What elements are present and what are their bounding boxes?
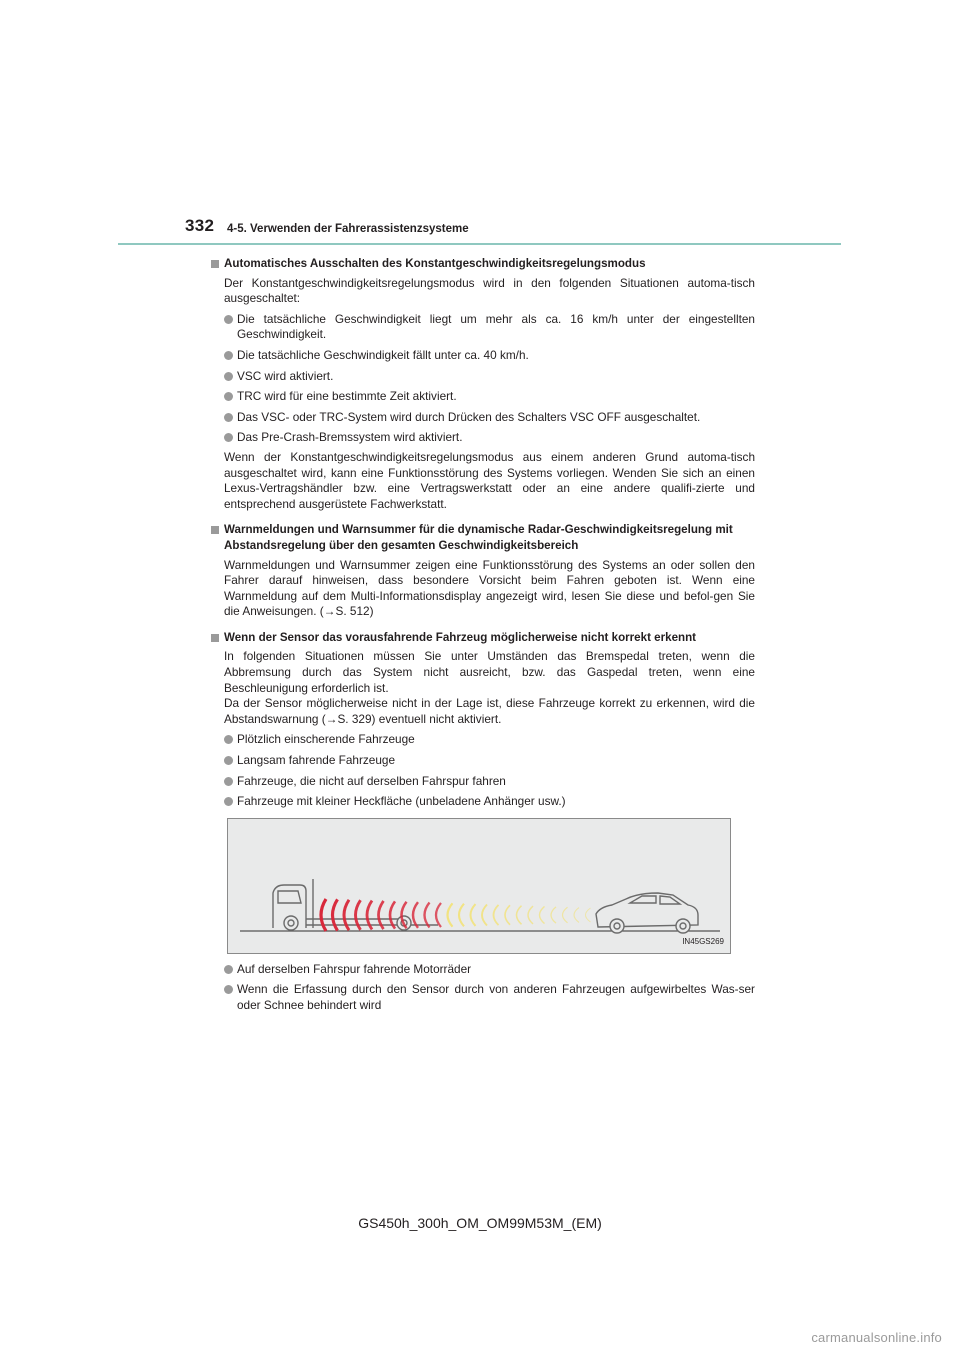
round-bullet-icon — [224, 797, 233, 806]
radar-wave-arc — [321, 899, 326, 931]
document-footer: GS450h_300h_OM_OM99M53M_(EM) — [358, 1215, 602, 1231]
round-bullet-icon — [224, 433, 233, 442]
radar-wave-arc — [574, 907, 579, 922]
list-item — [210, 410, 755, 426]
radar-wave-arc — [517, 905, 522, 924]
heading-text: Wenn der Sensor das vorausfahrende Fahrzeug möglicherweise nicht korrekt erkennt — [224, 630, 697, 644]
list-item-text: Auf derselben Fahrspur fahrende Motorräder — [237, 961, 472, 976]
round-bullet-icon — [224, 372, 233, 381]
page-content — [210, 256, 755, 1018]
list-item — [210, 389, 755, 405]
paragraph: Der Konstantgeschwindigkeitsregelungsmodus wird in den folgenden Situationen automa-tisch ausgeschaltet: — [224, 275, 755, 306]
radar-wave-arc — [528, 906, 533, 924]
radar-wave-arc — [586, 908, 591, 922]
round-bullet-icon — [224, 985, 233, 994]
list-item — [210, 982, 755, 1013]
list-item-text: Fahrzeuge mit kleiner Heckfläche (unbeladene Anhänger usw.) — [237, 794, 566, 809]
paragraph: Warnmeldungen und Warnsummer zeigen eine Funktionsstörung des Systems an oder sollen den Fahrer darauf hinweisen, dass besondere Vorsicht beim Fahren geboten ist. Wenn eine Warnmeldung auf dem Multi-Informationsdisplay angezeigt wird, lesen Sie diese und befol-gen Sie die Anweisungen. (→S. 512) — [224, 557, 755, 619]
radar-wave-arc — [494, 905, 499, 925]
radar-wave-arc — [551, 907, 556, 923]
square-bullet-icon — [211, 260, 219, 268]
list-item-text: Das Pre-Crash-Bremssystem wird aktiviert. — [237, 430, 463, 445]
list-item — [210, 348, 755, 364]
radar-wave-arc — [459, 904, 464, 927]
round-bullet-icon — [224, 756, 233, 765]
round-bullet-icon — [224, 392, 233, 401]
list-item-text: Die tatsächliche Geschwindigkeit liegt um mehr als ca. 16 km/h unter der eingestellten Geschwindigkeit. — [237, 311, 755, 342]
round-bullet-icon — [224, 315, 233, 324]
header-rule — [118, 243, 841, 245]
radar-illustration — [228, 819, 732, 955]
radar-wave-arc — [482, 904, 487, 925]
radar-wave-arc — [540, 906, 545, 923]
radar-wave-arc — [425, 902, 430, 927]
radar-wave-arc — [436, 903, 441, 927]
section-heading — [210, 630, 755, 646]
list-item-text: TRC wird für eine bestimmte Zeit aktiviert. — [237, 389, 457, 404]
list-item-text: Fahrzeuge, die nicht auf derselben Fahrspur fahren — [237, 773, 506, 788]
list-item — [210, 430, 755, 446]
round-bullet-icon — [224, 965, 233, 974]
radar-wave-arc — [333, 899, 338, 930]
list-item-text: Plötzlich einscherende Fahrzeuge — [237, 732, 415, 747]
figure-code: IN45GS269 — [682, 937, 724, 947]
heading-text: Automatisches Ausschalten des Konstantgeschwindigkeitsregelungsmodus — [224, 257, 646, 270]
paragraph: Wenn der Konstantgeschwindigkeitsregelungsmodus aus einem anderen Grund automa-tisch ausgeschaltet wird, kann eine Funktionsstörung des Systems vorliegen. Wenden Sie sich an einen Lexus-Vertragshändler bzw. eine Vertragswerkstatt oder an eine andere qualifi-zierte und entsprechend ausgerüstete Fachwerkstatt. — [224, 449, 755, 511]
radar-wave-arc — [448, 903, 453, 926]
section-heading — [210, 522, 755, 553]
list-item — [210, 962, 755, 978]
list-item — [210, 774, 755, 790]
radar-wave-arc — [413, 902, 418, 928]
page-number: 332 — [185, 216, 215, 235]
list-item-text: VSC wird aktiviert. — [237, 368, 334, 383]
square-bullet-icon — [211, 526, 219, 534]
square-bullet-icon — [211, 634, 219, 642]
illustration-radar-trailer — [227, 818, 731, 954]
round-bullet-icon — [224, 735, 233, 744]
paragraph: In folgenden Situationen müssen Sie unter Umständen das Bremspedal treten, wenn die Abbremsung durch das System nicht ausreicht, bzw. das Gaspedal treten, wenn eine Beschleunigung erforderlich ist. — [224, 649, 755, 695]
round-bullet-icon — [224, 777, 233, 786]
radar-wave-arc — [563, 907, 568, 923]
list-item — [210, 732, 755, 748]
radar-waves — [321, 899, 591, 931]
section-title: 4-5. Verwenden der Fahrerassistenzsysteme — [227, 223, 469, 235]
section-heading — [210, 256, 755, 272]
car-icon — [596, 893, 698, 933]
list-item — [210, 794, 755, 810]
list-item-text: Langsam fahrende Fahrzeuge — [237, 753, 396, 768]
list-item-text: Das VSC- oder TRC-System wird durch Drücken des Schalters VSC OFF ausgeschaltet. — [237, 409, 701, 424]
list-item — [210, 753, 755, 769]
list-item-text: Die tatsächliche Geschwindigkeit fällt unter ca. 40 km/h. — [237, 347, 529, 362]
radar-wave-arc — [471, 904, 476, 926]
watermark: carmanualsonline.info — [811, 1330, 942, 1345]
heading-text: Warnmeldungen und Warnsummer für die dynamische Radar-Geschwindigkeitsregelung mit Abstandsregelung über den gesamten Geschwindigkeitsbereich — [224, 523, 733, 552]
list-item — [210, 312, 755, 343]
paragraph: Da der Sensor möglicherweise nicht in der Lage ist, diese Fahrzeuge korrekt zu erkennen, wird die Abstandswarnung (→S. 329) eventuell nicht aktiviert. — [224, 696, 755, 726]
list-item — [210, 369, 755, 385]
radar-wave-arc — [505, 905, 510, 924]
round-bullet-icon — [224, 351, 233, 360]
list-item-text: Wenn die Erfassung durch den Sensor durch von anderen Fahrzeugen aufgewirbeltes Was-ser oder Schnee behindert wird — [237, 982, 755, 1012]
round-bullet-icon — [224, 413, 233, 422]
